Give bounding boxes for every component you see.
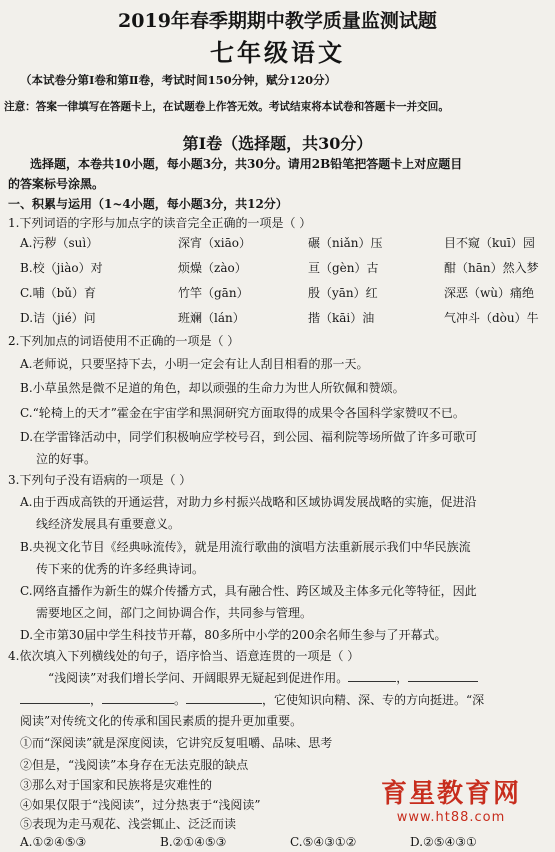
site-watermark bbox=[351, 773, 551, 825]
option-cell: C.哺（bǔ）育 bbox=[20, 286, 96, 300]
question-3-option-d: D.全市第30届中学生科技节开幕，80多所中小学的200余名师生参与了开幕式。 bbox=[20, 628, 447, 642]
option-cell: 气冲斗（dòu）牛 bbox=[444, 311, 539, 325]
option-cell: D.诘（jié）问 bbox=[20, 311, 96, 325]
watermark-brand: 育星教育网 bbox=[380, 779, 521, 809]
option-cell: 目不窥（kuī）园 bbox=[444, 236, 535, 250]
question-2-option-a: A.老师说，只要坚持下去，小明一定会有让人刮目相看的那一天。 bbox=[20, 357, 369, 371]
answer-option-a: A.①②④⑤③ bbox=[20, 835, 87, 849]
option-cell: 酣（hān）然入梦 bbox=[444, 261, 539, 275]
option-cell: 深宵（xiāo） bbox=[178, 236, 251, 250]
option-cell: 烦燥（zào） bbox=[178, 261, 247, 275]
passage-sentence: ，它使知识向精、深、专的方向挺进。“深 bbox=[262, 693, 485, 707]
option-cell: 碾（niǎn）压 bbox=[308, 236, 383, 250]
question-1-stem: 1.下列词语的字形与加点字的读音完全正确的一项是（ ） bbox=[8, 216, 312, 230]
part-heading: 一、积累与运用（1~4小题，每小题3分，共12分） bbox=[8, 197, 288, 211]
section-title: 第Ⅰ卷（选择题，共30分） bbox=[182, 134, 373, 153]
question-3-option-a-cont: 线经济发展具有重要意义。 bbox=[36, 517, 181, 531]
question-4-passage-cont: 阅读”对传统文化的传承和国民素质的提升更加重要。 bbox=[20, 714, 303, 728]
question-2-stem: 2.下列加点的词语使用不正确的一项是（ ） bbox=[8, 334, 240, 348]
exam-info: （本试卷分第Ⅰ卷和第Ⅱ卷，考试时间150分钟，赋分120分） bbox=[20, 73, 337, 87]
subject-title: 七年级语文 bbox=[210, 38, 345, 67]
question-3-option-b-cont: 传下来的优秀的许多经典诗词。 bbox=[36, 562, 205, 576]
fill-blank bbox=[348, 667, 396, 682]
question-2-option-b: B.小草虽然是微不足道的角色，却以顽强的生命力为世人所钦佩和赞颂。 bbox=[20, 381, 405, 395]
question-4-passage: “浅阅读”对我们增长学问、开阔眼界无疑起到促进作用。 ， bbox=[48, 667, 478, 688]
sentence-option: ②但是，“浅阅读”本身存在无法克服的缺点 bbox=[20, 758, 249, 772]
question-2-option-d: D.在学雷锋活动中，同学们积极响应学校号召，到公园、福利院等场所做了许多可歌可 bbox=[20, 430, 478, 444]
option-cell: 竹竿（gān） bbox=[178, 286, 249, 300]
question-2-option-c: C.“轮椅上的天才”霍金在宇宙学和黑洞研究方面取得的成果令各国科学家赞叹不已。 bbox=[20, 406, 465, 420]
exam-title: 2019年春季期期中教学质量监测试题 bbox=[118, 10, 437, 32]
sentence-option: ⑤表现为走马观花、浅尝辄止、泛泛而读 bbox=[20, 817, 237, 831]
option-cell: 深恶（wù）痛绝 bbox=[444, 286, 535, 300]
question-1-option-row bbox=[0, 258, 555, 278]
answer-option-b: B.②①④⑤③ bbox=[160, 835, 227, 849]
question-3-stem: 3.下列句子没有语病的一项是（ ） bbox=[8, 473, 192, 487]
fill-blank bbox=[186, 689, 262, 704]
sentence-option: ①而“深阅读”就是深度阅读，它讲究反复咀嚼、品味、思考 bbox=[20, 736, 333, 750]
question-3-option-b: B.央视文化节目《经典咏流传》，就是用流行歌曲的演唱方法重新展示我们中华民族流 bbox=[20, 540, 471, 554]
question-1-option-row bbox=[0, 233, 555, 253]
option-cell: 班斓（lán） bbox=[178, 311, 245, 325]
option-cell: 殷（yān）红 bbox=[308, 286, 378, 300]
sentence-option: ④如果仅限于“浅阅读”，过分热衷于“浅阅读” bbox=[20, 798, 261, 812]
question-3-option-c: C.网络直播作为新生的媒介传播方式，具有融合性、跨区域及主体多元化等特征，因此 bbox=[20, 584, 477, 598]
question-4-stem: 4.依次填入下列横线处的句子，语序恰当、语意连贯的一项是（ ） bbox=[8, 649, 360, 663]
question-1-option-row bbox=[0, 283, 555, 303]
exam-note: 注意：答案一律填写在答题卡上，在试题卷上作答无效。考试结束将本试卷和答题卡一并交回。 bbox=[4, 101, 449, 113]
fill-blank bbox=[102, 689, 174, 704]
fill-blank bbox=[408, 667, 478, 682]
question-3-option-a: A.由于西成高铁的开通运营，对助力乡村振兴战略和区域协调发展战略的实施，促进沿 bbox=[20, 495, 477, 509]
question-1-option-row bbox=[0, 308, 555, 328]
sentence-option: ③那么对于国家和民族将是灾难性的 bbox=[20, 778, 213, 792]
fill-blank bbox=[20, 689, 90, 704]
question-2-option-d-cont: 泣的好事。 bbox=[36, 452, 97, 466]
section-intro-cont: 的答案标号涂黑。 bbox=[8, 177, 105, 191]
section-intro: 选择题，本卷共10小题，每小题3分，共30分。请用2B铅笔把答题卡上对应题目 bbox=[30, 157, 463, 171]
option-cell: 揩（kāi）油 bbox=[308, 311, 375, 325]
answer-option-d: D.②⑤④③① bbox=[410, 835, 477, 849]
answer-option-c: C.⑤④③①② bbox=[290, 835, 357, 849]
passage-sentence: “浅阅读”对我们增长学问、开阔眼界无疑起到促进作用。 bbox=[48, 671, 349, 685]
option-cell: A.污秽（suì） bbox=[20, 236, 99, 250]
question-3-option-c-cont: 需要地区之间，部门之间协调合作，共同参与管理。 bbox=[36, 606, 313, 620]
option-cell: 亘（gèn）古 bbox=[308, 261, 379, 275]
watermark-url: www.ht88.com bbox=[396, 810, 506, 825]
question-4-passage-cont: ， 。 ，它使知识向精、深、专的方向挺进。“深 bbox=[20, 689, 484, 710]
option-cell: B.校（jiào）对 bbox=[20, 261, 103, 275]
